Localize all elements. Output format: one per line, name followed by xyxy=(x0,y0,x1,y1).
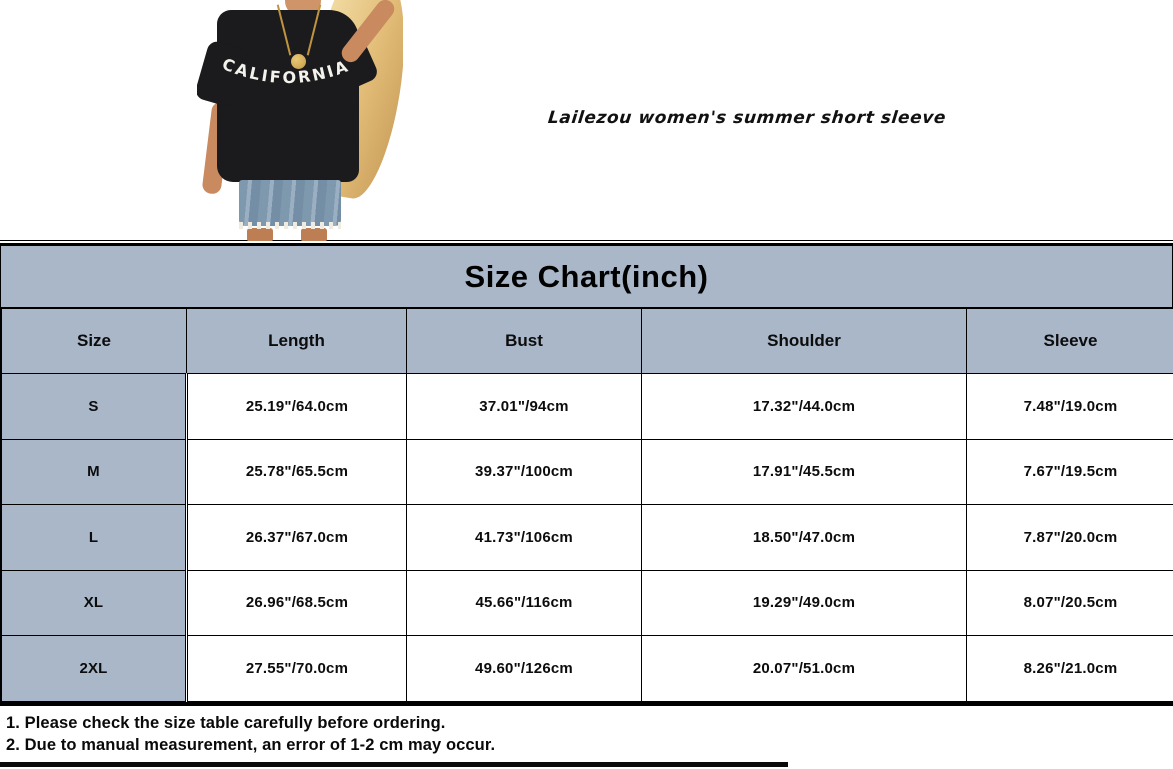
size-label: XL xyxy=(2,570,187,636)
shoulder-value: 17.91"/45.5cm xyxy=(642,439,967,505)
shoulder-value: 17.32"/44.0cm xyxy=(642,374,967,440)
product-photo xyxy=(197,0,403,241)
svg-text:CALIFORNIA xyxy=(220,54,353,87)
size-chart-title: Size Chart(inch) xyxy=(1,246,1172,308)
table-row xyxy=(2,505,1173,571)
table-row xyxy=(2,439,1173,505)
length-value: 26.37"/67.0cm xyxy=(187,505,407,571)
column-header-length: Length xyxy=(187,309,407,374)
product-caption: Lailezou women's summer short sleeve xyxy=(546,108,948,128)
denim-shorts xyxy=(239,180,341,226)
size-chart-table xyxy=(1,308,1173,702)
shoulder-value: 18.50"/47.0cm xyxy=(642,505,967,571)
column-header-sleeve: Sleeve xyxy=(967,309,1173,374)
shoulder-value: 20.07"/51.0cm xyxy=(642,636,967,702)
bust-value: 45.66"/116cm xyxy=(407,570,642,636)
model-left-leg xyxy=(247,228,273,241)
sleeve-value: 8.26"/21.0cm xyxy=(967,636,1173,702)
table-row xyxy=(2,636,1173,702)
length-value: 25.78"/65.5cm xyxy=(187,439,407,505)
column-header-size: Size xyxy=(2,309,187,374)
model-right-leg xyxy=(301,228,327,241)
tshirt-graphic xyxy=(215,52,361,110)
table-row xyxy=(2,570,1173,636)
length-value: 27.55"/70.0cm xyxy=(187,636,407,702)
column-header-bust: Bust xyxy=(407,309,642,374)
product-hero xyxy=(0,0,1173,241)
sleeve-value: 7.87"/20.0cm xyxy=(967,505,1173,571)
note-2: 2. Due to manual measurement, an error of 1-2 cm may occur. xyxy=(6,736,496,754)
sleeve-value: 7.67"/19.5cm xyxy=(967,439,1173,505)
size-label: L xyxy=(2,505,187,571)
length-value: 25.19"/64.0cm xyxy=(187,374,407,440)
note-1: 1. Please check the size table carefully before ordering. xyxy=(6,714,446,732)
bust-value: 37.01"/94cm xyxy=(407,374,642,440)
size-label: M xyxy=(2,439,187,505)
bust-value: 41.73"/106cm xyxy=(407,505,642,571)
size-label: 2XL xyxy=(2,636,187,702)
notes xyxy=(6,712,495,756)
tshirt-text: CALIFORNIA xyxy=(219,54,353,88)
bust-value: 39.37"/100cm xyxy=(407,439,642,505)
length-value: 26.96"/68.5cm xyxy=(187,570,407,636)
table-row xyxy=(2,374,1173,440)
sleeve-value: 7.48"/19.0cm xyxy=(967,374,1173,440)
bottom-bar xyxy=(0,762,788,767)
shorts-frayed-hem xyxy=(239,222,341,229)
size-chart-section xyxy=(0,240,1173,706)
header-row xyxy=(2,309,1173,374)
shoulder-value: 19.29"/49.0cm xyxy=(642,570,967,636)
sleeve-value: 8.07"/20.5cm xyxy=(967,570,1173,636)
bust-value: 49.60"/126cm xyxy=(407,636,642,702)
column-header-shoulder: Shoulder xyxy=(642,309,967,374)
size-label: S xyxy=(2,374,187,440)
